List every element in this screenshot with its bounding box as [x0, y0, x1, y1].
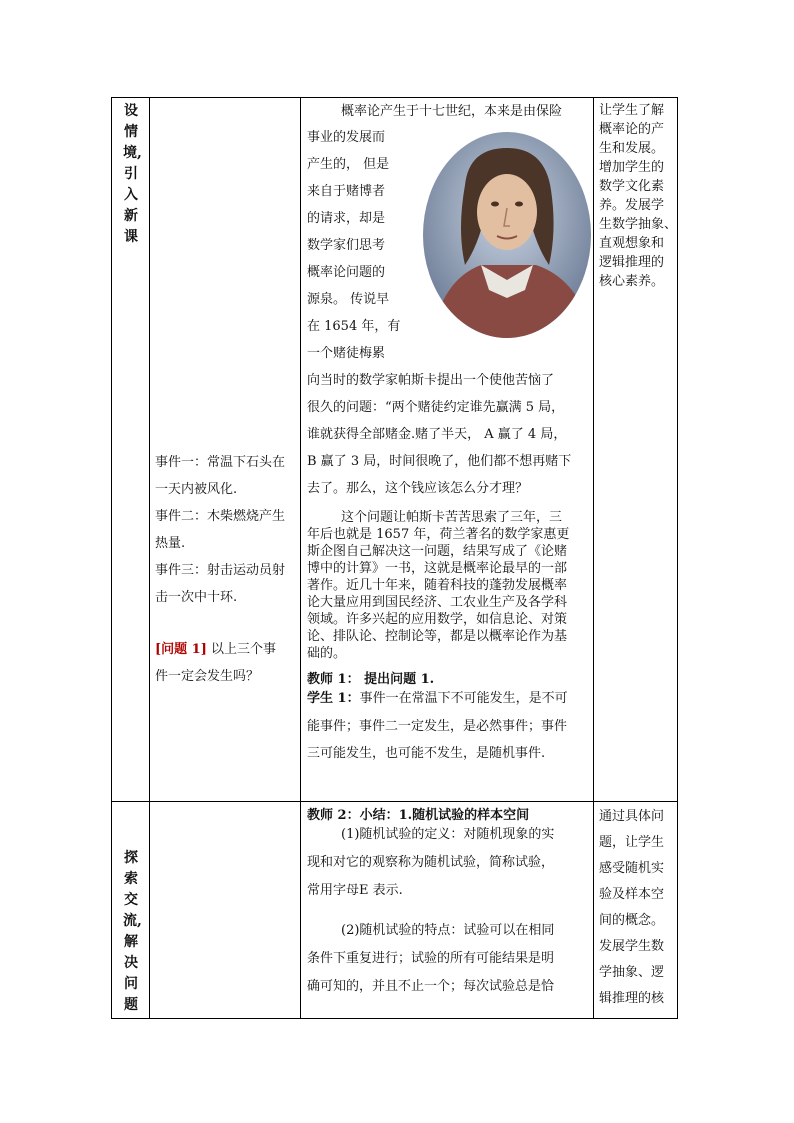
history-line: 博中的计算》一书，这就是概率论最早的一部 — [307, 561, 568, 576]
history-line: 领域。许多兴起的应用数学，如信息论、对策 — [307, 612, 568, 627]
history-line: 础的。 — [307, 646, 347, 661]
goal-line: 感受随机实 — [599, 861, 665, 876]
history-line: 的请求，却是 — [307, 211, 386, 226]
student-label: 学生 1： — [307, 691, 360, 706]
history-line: 著作。近几十年来，随着科技的蓬勃发展概率 — [307, 578, 568, 593]
history-line: B 赢了 3 局，时间很晚了，他们都不想再赌下 — [307, 454, 572, 469]
history-line: 向当时的数学家帕斯卡提出一个使他苦恼了 — [307, 373, 555, 388]
row-divider — [112, 801, 677, 802]
event-text: 热量. — [155, 536, 186, 551]
history-line: 在 1654 年，有 — [307, 319, 401, 334]
column-divider — [300, 98, 301, 1018]
history-line: 斯企图自己解决这一问题，结果写成了《论赌 — [307, 544, 568, 559]
summary-line: (1)随机试验的定义：对随机现象的实 — [341, 827, 555, 842]
stage-label-1: 设情境,引入新课 — [123, 103, 142, 245]
column-divider — [149, 98, 150, 1018]
student-text: 三可能发生，也可能不发生，是随机事件. — [307, 746, 546, 761]
summary-line: 常用字母E 表示. — [307, 883, 403, 898]
question-text: 件一定会发生吗？ — [155, 669, 260, 684]
teacher-label: 教师 1： — [307, 672, 360, 687]
summary-line: 现和对它的观察称为随机试验，简称试验， — [307, 855, 555, 870]
teacher-text: 提出问题 1. — [359, 672, 435, 687]
goal-line: 逻辑推理的 — [599, 255, 665, 270]
goal-line: 核心素养。 — [599, 274, 665, 289]
history-line: 事业的发展而 — [307, 130, 386, 145]
summary-heading: 教师 2：小结：1.随机试验的样本空间 — [307, 808, 530, 823]
student-1-line — [307, 687, 568, 706]
goal-line: 增加学生的 — [599, 160, 665, 175]
summary-line: 确可知的，并且不止一个；每次试验总是恰 — [307, 979, 555, 994]
history-line: 概率论问题的 — [307, 265, 386, 280]
goal-line: 辑推理的核 — [599, 991, 665, 1006]
goal-line: 间的概念。 — [599, 913, 665, 928]
event-text: 击一次中十环. — [155, 590, 238, 605]
question-tag: [问题 1] — [155, 642, 207, 657]
event-text: 一天内被风化. — [155, 482, 238, 497]
goal-line: 概率论的产 — [599, 122, 665, 137]
history-line: 这个问题让帕斯卡苦苦思索了三年，三 — [341, 510, 563, 525]
lesson-table — [111, 97, 678, 1019]
student-text: 能事件；事件二一定发生，是必然事件；事件 — [307, 719, 568, 734]
history-line: 概率论产生于十七世纪，本来是由保险 — [341, 104, 563, 119]
goal-line: 生数学抽象、 — [599, 217, 678, 232]
goal-line: 生和发展。 — [599, 141, 665, 156]
question-1 — [155, 638, 276, 657]
event-text: 事件二：木柴燃烧产生 — [155, 509, 286, 524]
history-line: 来自于赌博者 — [307, 184, 386, 199]
summary-line: (2)随机试验的特点：试验可以在相同 — [341, 923, 555, 938]
history-line: 年后也就是 1657 年，荷兰著名的数学家惠更 — [307, 527, 570, 542]
goal-line: 题，让学生 — [599, 835, 665, 850]
goal-line: 数学文化素 — [599, 179, 665, 194]
goal-line: 学抽象、逻 — [599, 965, 665, 980]
summary-line: 条件下重复进行；试验的所有可能结果是明 — [307, 951, 555, 966]
portrait-image — [421, 130, 593, 340]
column-divider — [593, 98, 594, 1018]
history-line: 很久的问题：“两个赌徒约定谁先赢满 5 局， — [307, 400, 565, 415]
history-line: 一个赌徒梅累 — [307, 346, 386, 361]
student-text: 事件一在常温下不可能发生，是不可 — [359, 691, 568, 706]
event-text: 事件一：常温下石头在 — [155, 455, 286, 470]
history-line: 论、排队论、控制论等，都是以概率论作为基 — [307, 629, 568, 644]
history-line: 论大量应用到国民经济、工农业生产及各学科 — [307, 595, 568, 610]
history-line: 产生的， 但是 — [307, 157, 390, 172]
goal-line: 通过具体问 — [599, 809, 665, 824]
history-line: 源泉。 传说早 — [307, 292, 390, 307]
event-text: 事件三：射击运动员射 — [155, 563, 286, 578]
goal-line: 让学生了解 — [599, 103, 665, 118]
goal-line: 养。发展学 — [599, 198, 665, 213]
history-line: 去了。那么，这个钱应该怎么分才理？ — [307, 481, 529, 496]
goal-line: 验及样本空 — [599, 887, 665, 902]
stage-label-2: 探索交流,解决问题 — [123, 850, 142, 1013]
history-line: 数学家们思考 — [307, 238, 386, 253]
goal-line: 发展学生数 — [599, 939, 665, 954]
goal-line: 直观想象和 — [599, 236, 665, 251]
history-line: 谁就获得全部赌金.赌了半天， A 赢了 4 局， — [307, 427, 567, 442]
question-text: 以上三个事 — [206, 642, 277, 657]
teacher-1-line — [307, 668, 434, 687]
